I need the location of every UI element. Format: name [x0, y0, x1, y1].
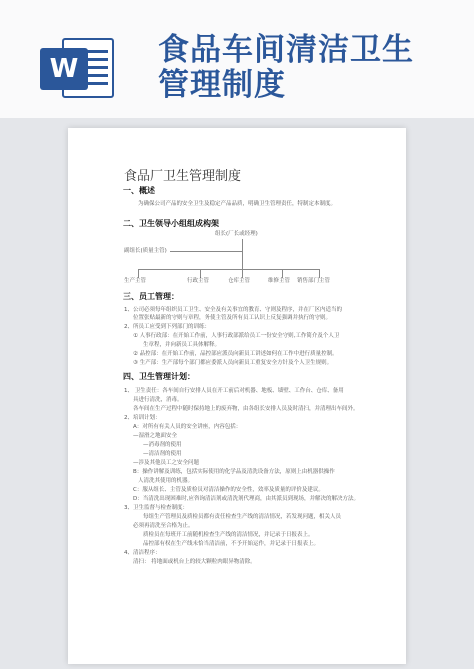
staff-line: 生章程，并向新员工具体解释。 [143, 342, 221, 348]
plan-line: C：服从组长、主管及质检员对清洁操作的安全性，效率及质量的评价及建议。 [133, 487, 324, 493]
org-connector [170, 251, 242, 252]
plan-line: —消毒剂的使用 [143, 442, 182, 448]
header-banner [0, 0, 474, 118]
document-page [68, 128, 406, 664]
banner-title-line2: 管理制度 [158, 67, 286, 103]
plan-line: 3、卫生监督与检查制度： [124, 505, 189, 511]
plan-line: 清扫： 将地面或机台上的较大颗粒肉眼异物清除。 [133, 559, 256, 565]
section-heading-3: 三、员工管理： [123, 292, 179, 301]
plan-line: —湿滑之地面安全 [133, 433, 178, 439]
org-deputy: 副组长(质量主管) [124, 248, 167, 254]
staff-line: 位置张贴最新的守则与章程，务使主管及所有员工认识上反复强调并执行的守则。 [133, 315, 332, 321]
org-connector [282, 269, 283, 278]
org-connector [138, 269, 139, 278]
plan-line: 质检员在每班开工前随机检查生产线的清洁情况，并记录于日报表上。 [143, 532, 314, 538]
plan-line: A：对所有有关人员的安全讲座，内容包括： [133, 424, 242, 430]
plan-line: 4、清洁程序： [124, 550, 161, 556]
staff-line: 2、所员工应受到下列部门的训练： [124, 324, 211, 330]
org-connector [319, 269, 320, 278]
banner-title-line1: 食品车间清洁卫生 [158, 32, 414, 68]
plan-line: 1、 卫生责任：各车间自行安排人员在开工前后对机器、地板、墙壁、工作台、仓库、备用 [124, 388, 344, 394]
org-leader: 组长(厂长或经理) [215, 231, 258, 237]
org-connector [200, 269, 201, 278]
plan-line: 具进行清洗，消毒。 [133, 397, 183, 403]
staff-line: ① 人事行政部：在开始工作前，人事行政部派给员工一份安全守则,工作简介及个人卫 [133, 333, 340, 339]
word-icon [40, 36, 116, 100]
org-member: 生产主管 [124, 278, 147, 284]
plan-line: B：操作讲解及训练，包括实际使用的化学品及清洗设备方法，原则上由机器供操作 [133, 469, 335, 475]
plan-line: 人清洗其使用的机器。 [138, 478, 194, 484]
document-title: 食品厂卫生管理制度 [124, 169, 242, 184]
section-heading-1: 一、概述 [123, 186, 155, 195]
plan-line: 2、培训计划： [124, 415, 161, 421]
org-connector [138, 269, 320, 270]
org-member: 维修主管 [268, 278, 291, 284]
org-member: 行政主管 [187, 278, 210, 284]
org-member: 销售部门主管 [297, 278, 331, 284]
section-heading-4: 四、卫生管理计划： [123, 372, 195, 381]
plan-line: 每组生产管理员及质检员都有责任检查生产线的清洁情况，若发现问题，相关人员 [143, 514, 342, 520]
plan-line: —涉及其他员工之安全问题 [133, 460, 200, 466]
staff-line: ② 品控部：在开始工作前，品控部应派员向新员工讲述如何在工作中进行质量控制。 [133, 351, 338, 357]
word-logo-letter: W [40, 48, 88, 90]
staff-line: ③ 生产部：生产部每个部门都应委派人员向新员工重复安全方针及个人卫生规则。 [133, 360, 333, 366]
org-connector [242, 239, 243, 251]
plan-line: —清洁剂的使用 [143, 451, 182, 457]
org-member: 仓库主管 [228, 278, 251, 284]
plan-line: D：当清洗出现困难时,应咨询清洁剂或清洗剂代理商，由其派员到现场，并解决的解决方法。 [133, 496, 359, 502]
intro-text: 为确保公司产品的安全卫生及稳定产品品质，明确卫生管理责任，特制定本制度。 [138, 201, 337, 207]
plan-line: 各车间在生产过程中随时保持地上的废弃物，由各组长安排人员及时清扫，并清理出车间外。 [133, 406, 359, 412]
staff-line: 1、公司必须每年组织员工卫生、安全及有关事宜的教育、守则及程序，并在厂区内适当的 [124, 307, 343, 313]
plan-line: 必须再清洗至合格为止。 [133, 523, 194, 529]
org-connector [242, 251, 243, 269]
section-heading-2: 二、卫生领导小组组成构架 [123, 219, 219, 228]
plan-line: 品控部有权在生产线未恰当清洁前，不予开始运作，并记录于日报表上。 [143, 541, 320, 547]
org-connector [242, 269, 243, 278]
